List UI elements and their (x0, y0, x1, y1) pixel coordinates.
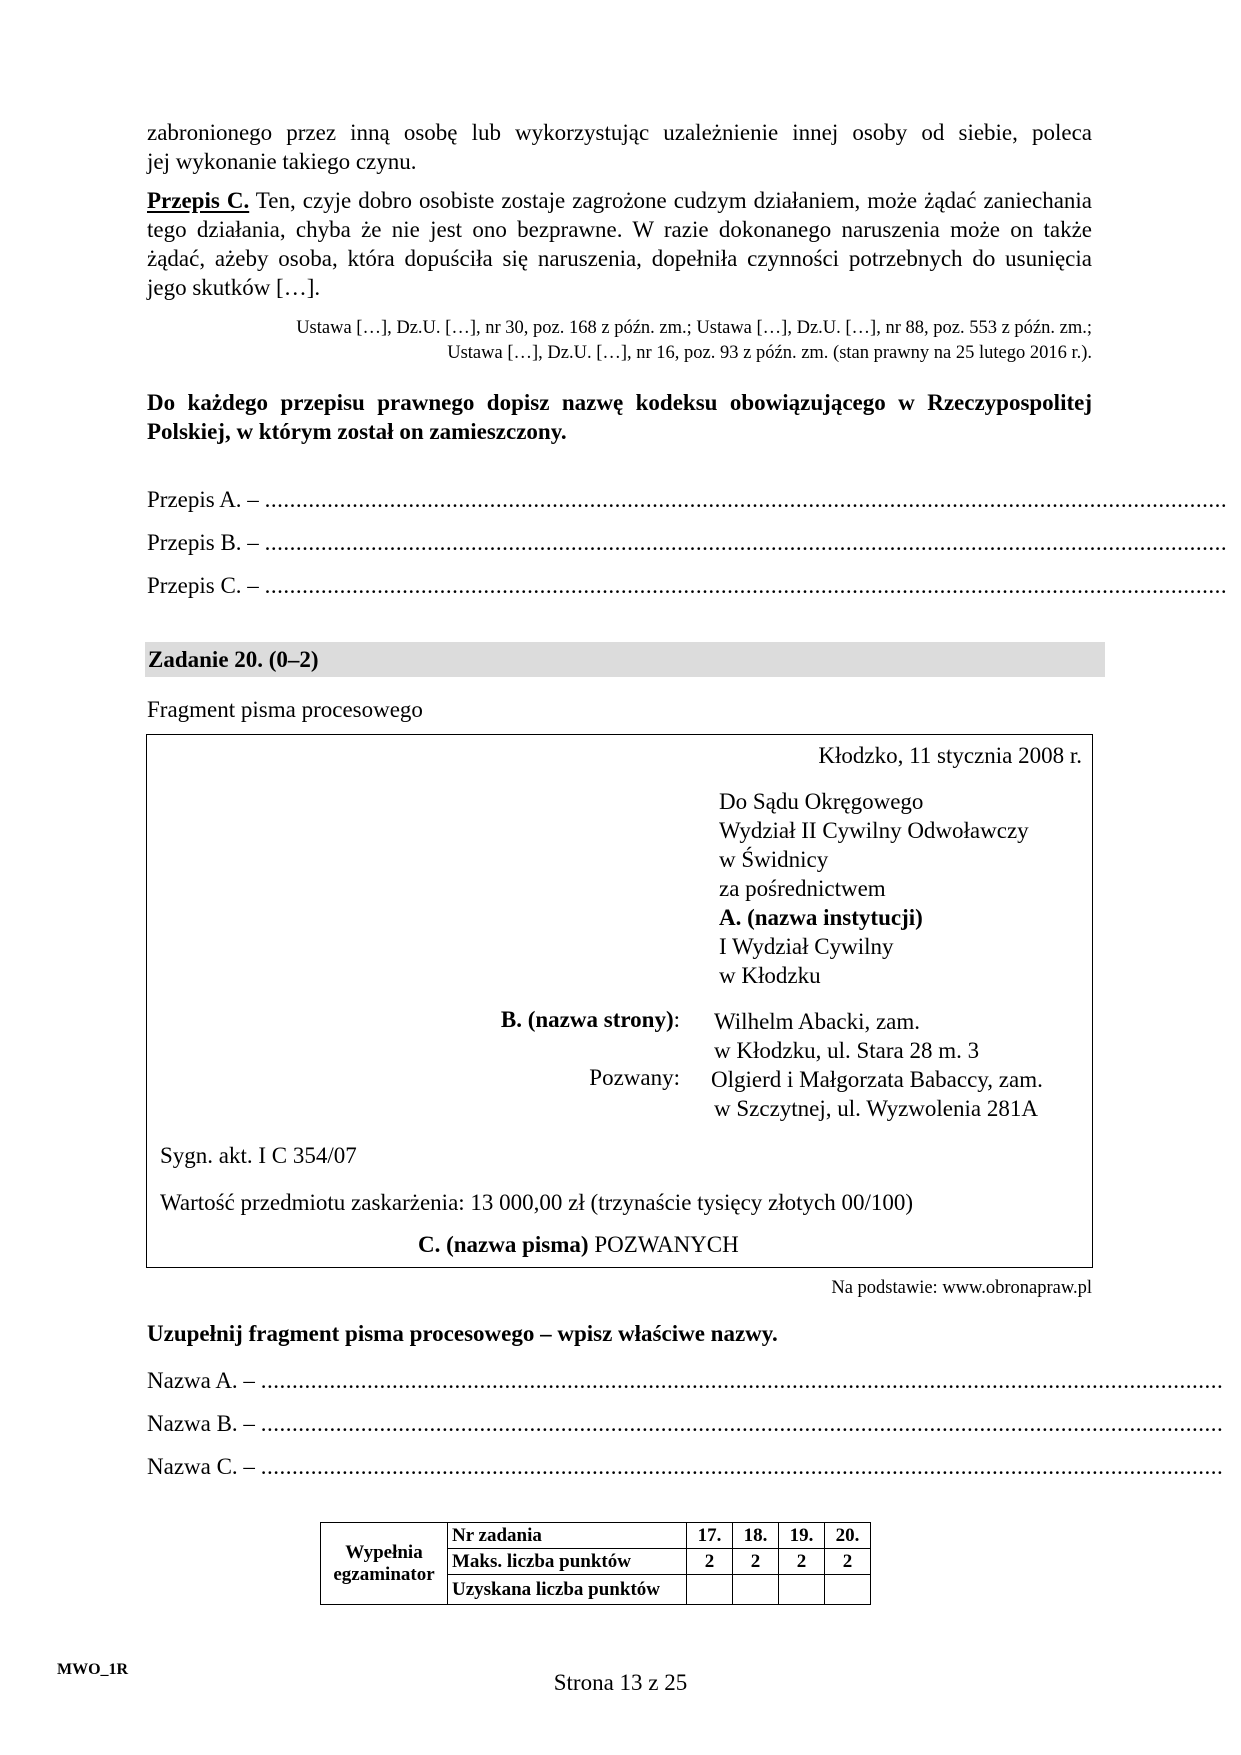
instruction-1: Do każdego przepisu prawnego dopisz nazwę kodeksu obowiązującego w Rzeczypospolitej Polskiej, w którym został on zamieszczony. (147, 390, 1092, 444)
answer-label: Nazwa C. – (147, 1454, 261, 1479)
answer-dots: .......................................................................................................................................................... (264, 487, 1228, 512)
letter-frame (146, 734, 1093, 1268)
document-label: C. (nazwa pisma) (418, 1232, 589, 1257)
case-number: Sygn. akt. I C 354/07 (160, 1143, 357, 1168)
defendant-label: Pozwany: (589, 1065, 680, 1090)
source-citation-1 (147, 316, 1092, 366)
addressee-line: I Wydział Cywilny (719, 934, 894, 959)
party-colon: : (673, 1007, 680, 1032)
answer-line-przepis-c[interactable] (147, 570, 1228, 602)
przepis-c-label: Przepis C. (147, 188, 250, 213)
party-label-group (501, 1007, 680, 1033)
answer-label: Nazwa A. – (147, 1368, 261, 1393)
answer-label: Przepis A. – (147, 487, 265, 512)
earned-points-input[interactable] (825, 1575, 871, 1605)
answer-line-przepis-b[interactable] (147, 527, 1228, 559)
filler-cell: Wypełnia egzaminator (321, 1523, 448, 1605)
instruction-2: Uzupełnij fragment pisma procesowego – wpisz właściwe nazwy. (147, 1321, 778, 1346)
intro-line-1: zabronionego przez inną osobę lub wykorzystując uzależnienie innej osoby od siebie, poleca (147, 120, 1092, 145)
intro-line-2: jej wykonanie takiego czynu. (147, 149, 417, 174)
max-points: 2 (733, 1549, 779, 1575)
max-points: 2 (825, 1549, 871, 1575)
row-label: Nr zadania (448, 1523, 687, 1549)
document-suffix: POZWANYCH (588, 1232, 739, 1257)
answer-label: Przepis B. – (147, 530, 265, 555)
table-row (321, 1523, 871, 1549)
row-label: Uzyskana liczba punktów (448, 1575, 687, 1605)
addressee-line: Do Sądu Okręgowego (719, 789, 924, 814)
answer-line-nazwa-c[interactable] (147, 1451, 1224, 1483)
answer-dots: .......................................................................................................................................................... (264, 530, 1228, 555)
source-1-line-2: Ustawa […], Dz.U. […], nr 16, poz. 93 z późn. zm. (stan prawny na 25 lutego 2016 r.). (447, 343, 1092, 363)
addressee-line: Wydział II Cywilny Odwoławczy (719, 818, 1029, 843)
answer-label: Przepis C. – (147, 573, 265, 598)
answer-dots: .......................................................................................................................................................... (260, 1454, 1224, 1479)
answer-dots: .......................................................................................................................................................... (260, 1368, 1224, 1393)
answer-line-przepis-a[interactable] (147, 484, 1228, 516)
task-number: 19. (779, 1523, 825, 1549)
task-number: 18. (733, 1523, 779, 1549)
row-label: Maks. liczba punktów (448, 1549, 687, 1575)
letter-addressee (719, 787, 1029, 990)
party-details (714, 1007, 979, 1065)
answer-label: Nazwa B. – (147, 1411, 261, 1436)
page-number: Strona 13 z 25 (553, 1670, 688, 1695)
answer-list-2 (147, 1365, 1224, 1483)
answer-line-nazwa-a[interactable] (147, 1365, 1224, 1397)
answer-dots: .......................................................................................................................................................... (260, 1411, 1224, 1436)
letter-place-date: Kłodzko, 11 stycznia 2008 r. (818, 743, 1082, 768)
source-1-line-1: Ustawa […], Dz.U. […], nr 30, poz. 168 z późn. zm.; Ustawa […], Dz.U. […], nr 88, poz. 553 z późn. zm.; (296, 318, 1092, 338)
party-line-1: Wilhelm Abacki, zam. (714, 1009, 921, 1034)
defendant-line-2: w Szczytnej, ul. Wyzwolenia 281A (714, 1096, 1038, 1121)
answer-line-nazwa-b[interactable] (147, 1408, 1224, 1440)
max-points: 2 (779, 1549, 825, 1575)
earned-points-input[interactable] (687, 1575, 733, 1605)
addressee-line: w Świdnicy (719, 847, 829, 872)
intro-paragraph (147, 118, 1092, 176)
task-number: 17. (687, 1523, 733, 1549)
addressee-line: w Kłodzku (719, 963, 821, 988)
answer-list-1 (147, 484, 1228, 602)
document-title (418, 1232, 739, 1258)
exam-code: MWO_1R (57, 1661, 129, 1678)
answer-dots: .......................................................................................................................................................... (264, 573, 1228, 598)
source-citation-2: Na podstawie: www.obronapraw.pl (831, 1278, 1092, 1298)
defendant-line-1: Olgierd i Małgorzata Babaccy, zam. (711, 1067, 1043, 1092)
party-label: B. (nazwa strony) (500, 1007, 674, 1032)
addressee-line: za pośrednictwem (719, 876, 886, 901)
score-table (320, 1522, 871, 1605)
party-line-2: w Kłodzku, ul. Stara 28 m. 3 (714, 1038, 980, 1063)
defendant-details (711, 1065, 1043, 1123)
earned-points-input[interactable] (733, 1575, 779, 1605)
task-number: 20. (825, 1523, 871, 1549)
przepis-c-paragraph (147, 186, 1092, 302)
earned-points-input[interactable] (779, 1575, 825, 1605)
institution-label: A. (nazwa instytucji) (719, 905, 923, 930)
przepis-c-text: Ten, czyje dobro osobiste zostaje zagrożone cudzym działaniem, może żądać zaniechania tego działania, chyba że nie jest ono bezprawne. W razie dokonanego naruszenia może on także żądać, ażeby osoba, która dopuściła się naruszenia, dopełniła czynności potrzebnych do usunięcia jego skutków […]. (147, 188, 1093, 300)
dispute-value: Wartość przedmiotu zaskarżenia: 13 000,00 zł (trzynaście tysięcy złotych 00/100) (160, 1190, 914, 1215)
max-points: 2 (687, 1549, 733, 1575)
task-20-subtitle: Fragment pisma procesowego (147, 697, 423, 722)
task-20-header: Zadanie 20. (0–2) (145, 642, 1105, 677)
